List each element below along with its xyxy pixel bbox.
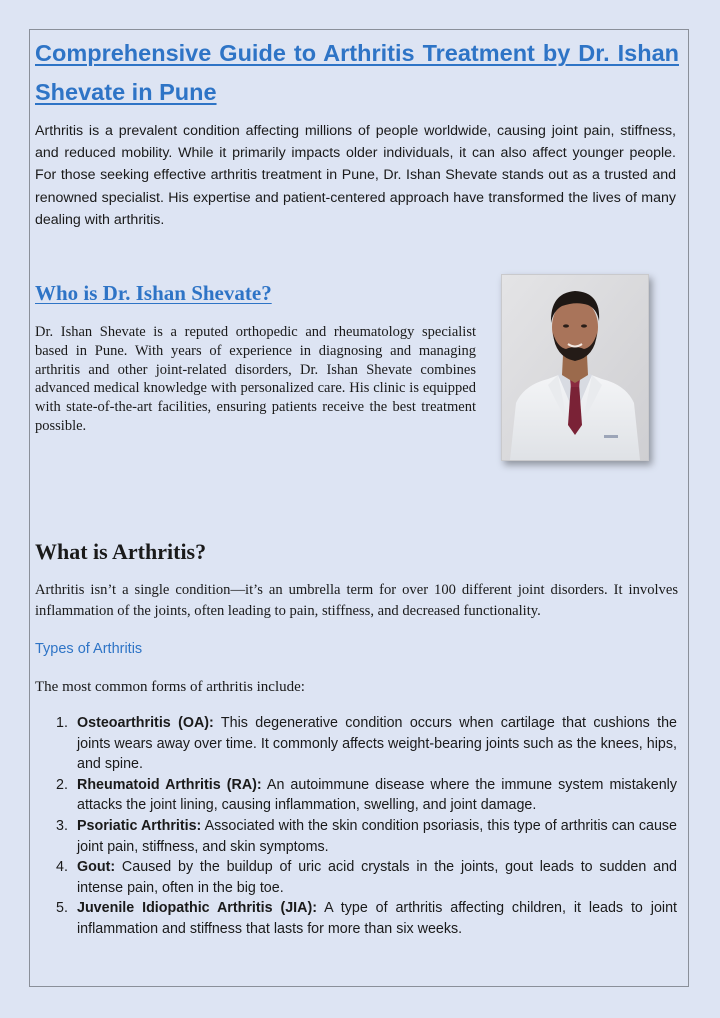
list-number: 2. xyxy=(56,776,68,793)
list-item xyxy=(35,898,677,939)
list-number: 3. xyxy=(56,817,68,834)
who-heading: Who is Dr. Ishan Shevate? xyxy=(35,281,272,305)
list-number: 1. xyxy=(56,715,68,731)
what-paragraph: Arthritis isn’t a single condition—it’s an umbrella term for over 100 different joint disorders. It involves inflammation of the joints, often leading to pain, stiffness, and decreased functionality. xyxy=(35,582,678,619)
list-item xyxy=(35,857,677,898)
who-paragraph: Dr. Ishan Shevate is a reputed orthopedic and rheumatology specialist based in Pune. With years of experience in diagnosing and managing arthritis and other joint-related disorders, Dr. Ishan Shevate combines advanced medical knowledge with personalized care. His clinic is equipped with state-of-the-art facilities, ensuring patients receive the best treatment possible. xyxy=(35,324,476,434)
list-item xyxy=(35,775,677,816)
types-heading: Types of Arthritis xyxy=(35,641,143,657)
list-term: Psoriatic Arthritis: xyxy=(77,817,202,834)
list-desc: Associated with the skin condition psoriasis, this type of arthritis can cause joint pain, stiffness, and skin symptoms. xyxy=(77,817,677,855)
list-desc: A type of arthritis affecting children, it leads to joint inflammation and stiffness that lasts for more than six weeks. xyxy=(77,900,677,937)
list-term: Gout: xyxy=(77,859,116,876)
list-term: Juvenile Idiopathic Arthritis (JIA): xyxy=(77,900,318,917)
list-desc: Caused by the buildup of uric acid crystals in the joints, gout leads to sudden and intense pain, often in the big toe. xyxy=(77,859,677,896)
types-list xyxy=(35,713,677,940)
list-item xyxy=(35,816,677,857)
list-desc: An autoimmune disease where the immune system mistakenly attacks the joint lining, causing inflammation, swelling, and joint damage. xyxy=(77,776,677,814)
types-lead: The most common forms of arthritis include: xyxy=(35,679,305,695)
page-title: Comprehensive Guide to Arthritis Treatment by Dr. Ishan Shevate in Pune xyxy=(35,40,679,105)
intro-paragraph: Arthritis is a prevalent condition affecting millions of people worldwide, causing joint pain, stiffness, and reduced mobility. While it primarily impacts older individuals, it can also affect younger people. For those seeking effective arthritis treatment in Pune, Dr. Ishan Shevate stands out as a trusted and renowned specialist. His expertise and patient-centered approach have transformed the lives of many dealing with arthritis. xyxy=(35,123,676,228)
list-number: 4. xyxy=(56,859,68,876)
what-heading: What is Arthritis? xyxy=(35,539,207,564)
list-number: 5. xyxy=(56,900,68,917)
doctor-photo xyxy=(501,274,649,461)
list-item xyxy=(35,713,677,775)
list-desc: This degenerative condition occurs when cartilage that cushions the joints wears away over time. It commonly affects weight-bearing joints such as the knees, hips, and spine. xyxy=(77,715,678,773)
list-term: Osteoarthritis (OA): xyxy=(77,715,214,731)
list-term: Rheumatoid Arthritis (RA): xyxy=(77,776,262,793)
